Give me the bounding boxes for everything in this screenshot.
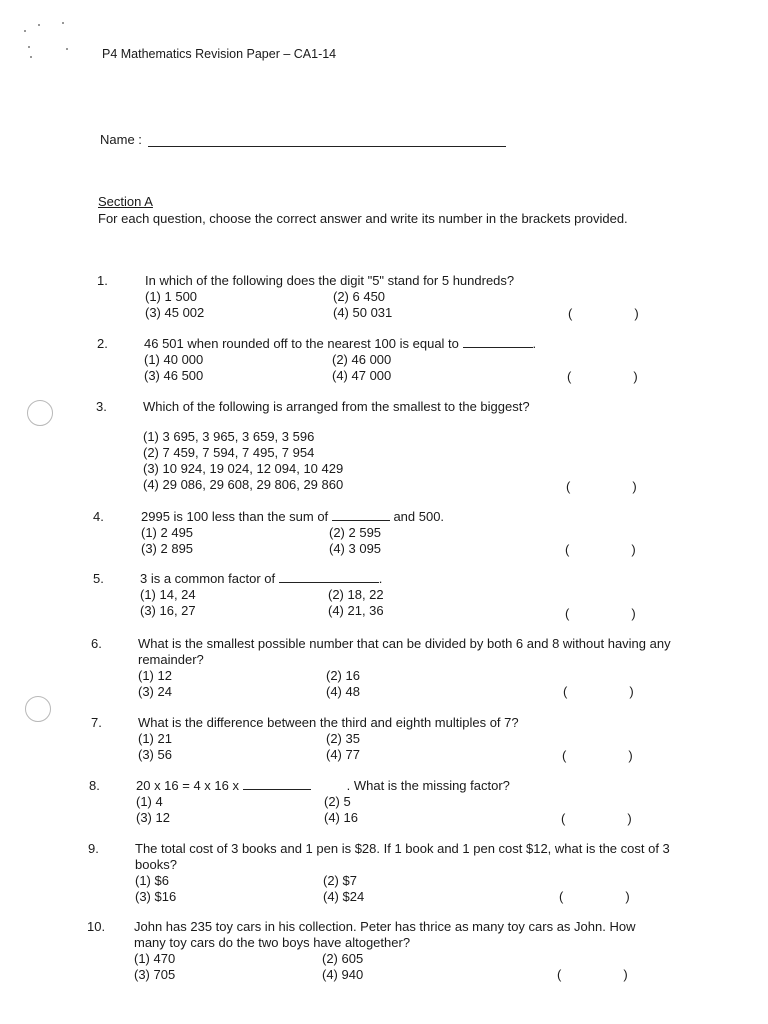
option-1: (1) 1 500 bbox=[145, 289, 198, 304]
answer-options bbox=[144, 352, 536, 384]
option-4: (4) 3 095 bbox=[329, 541, 382, 556]
scan-speck bbox=[28, 46, 30, 48]
punch-hole bbox=[25, 696, 51, 722]
question-stem: In which of the following does the digit "5" stand for 5 hundreds? bbox=[145, 273, 515, 288]
answer-bracket[interactable]: ( ) bbox=[562, 748, 633, 763]
answer-bracket[interactable]: ( ) bbox=[566, 479, 637, 494]
option-1: (1) 4 bbox=[136, 794, 163, 809]
scan-speck bbox=[24, 30, 26, 32]
option-2: (2) 5 bbox=[324, 794, 351, 809]
option-3: (3) 24 bbox=[138, 684, 172, 699]
section-instruction: For each question, choose the correct answer and write its number in the brackets provided. bbox=[98, 211, 628, 226]
question-number: 1. bbox=[97, 273, 108, 288]
option-2: (2) 6 450 bbox=[333, 289, 386, 304]
paper-title: P4 Mathematics Revision Paper – CA1-14 bbox=[102, 47, 337, 61]
option-1: (1) 470 bbox=[134, 951, 176, 966]
option-3: (3) 2 895 bbox=[141, 541, 194, 556]
option-3: (3) 56 bbox=[138, 747, 172, 762]
question-stem: 20 x 16 = 4 x 16 x . What is the missing factor? bbox=[136, 778, 510, 793]
option-2: (2) 2 595 bbox=[329, 525, 382, 540]
name-field-row bbox=[100, 132, 506, 147]
question-stem: John has 235 toy cars in his collection. Peter has thrice as many toy cars as John. How many toy cars do the two boys have altogether? bbox=[134, 919, 636, 950]
option-4: (4) 16 bbox=[324, 810, 358, 825]
answer-blank bbox=[332, 509, 390, 521]
answer-options bbox=[143, 429, 530, 493]
option-1: (1) 14, 24 bbox=[140, 587, 196, 602]
option-3: (3) 45 002 bbox=[145, 305, 205, 320]
answer-bracket[interactable]: ( ) bbox=[565, 606, 636, 621]
option-3: (3) 705 bbox=[134, 967, 176, 982]
option-2: (2) 16 bbox=[326, 668, 360, 683]
answer-options bbox=[145, 289, 533, 321]
option-1: (1) $6 bbox=[135, 873, 169, 888]
answer-bracket[interactable]: ( ) bbox=[561, 811, 632, 826]
question-number: 2. bbox=[97, 336, 108, 351]
punch-hole bbox=[27, 400, 53, 426]
question-number: 8. bbox=[89, 778, 100, 793]
option-4: (4) 29 086, 29 608, 29 806, 29 860 bbox=[143, 477, 344, 492]
scan-speck bbox=[62, 22, 64, 24]
option-3: (3) 46 500 bbox=[144, 368, 204, 383]
option-2: (2) 605 bbox=[322, 951, 364, 966]
scan-speck bbox=[30, 56, 32, 58]
question-stem: 46 501 when rounded off to the nearest 100 is equal to . bbox=[144, 336, 537, 351]
answer-bracket[interactable]: ( ) bbox=[567, 369, 638, 384]
question-number: 7. bbox=[91, 715, 102, 730]
option-1: (1) 3 695, 3 965, 3 659, 3 596 bbox=[143, 429, 315, 444]
option-2: (2) 18, 22 bbox=[328, 587, 384, 602]
answer-options bbox=[140, 587, 528, 619]
section-title: Section A bbox=[98, 194, 153, 209]
answer-options bbox=[136, 794, 524, 826]
option-4: (4) 47 000 bbox=[332, 368, 392, 383]
option-2: (2) 7 459, 7 594, 7 495, 7 954 bbox=[143, 445, 315, 460]
answer-blank bbox=[279, 571, 379, 583]
answer-bracket[interactable]: ( ) bbox=[565, 542, 636, 557]
question-stem: 2995 is 100 less than the sum of and 500. bbox=[141, 509, 445, 524]
question-stem: 3 is a common factor of . bbox=[140, 571, 383, 586]
answer-blank bbox=[463, 336, 533, 348]
scan-speck bbox=[66, 48, 68, 50]
question-number: 3. bbox=[96, 399, 107, 414]
option-1: (1) 12 bbox=[138, 668, 172, 683]
question-number: 4. bbox=[93, 509, 104, 524]
question-number: 10. bbox=[87, 919, 106, 934]
name-answer-line[interactable] bbox=[148, 134, 506, 147]
option-4: (4) 77 bbox=[326, 747, 360, 762]
question-stem: What is the difference between the third and eighth multiples of 7? bbox=[138, 715, 519, 730]
scan-speck bbox=[38, 24, 40, 26]
option-3: (3) 16, 27 bbox=[140, 603, 196, 618]
answer-bracket[interactable]: ( ) bbox=[568, 306, 639, 321]
option-4: (4) $24 bbox=[323, 889, 365, 904]
option-3: (3) $16 bbox=[135, 889, 177, 904]
option-4: (4) 940 bbox=[322, 967, 364, 982]
question-stem: Which of the following is arranged from the smallest to the biggest? bbox=[143, 399, 530, 414]
question-number: 6. bbox=[91, 636, 102, 651]
option-2: (2) 35 bbox=[326, 731, 360, 746]
question-number: 5. bbox=[93, 571, 104, 586]
option-1: (1) 2 495 bbox=[141, 525, 194, 540]
option-4: (4) 50 031 bbox=[333, 305, 393, 320]
option-1: (1) 40 000 bbox=[144, 352, 204, 367]
option-4: (4) 21, 36 bbox=[328, 603, 384, 618]
answer-bracket[interactable]: ( ) bbox=[559, 889, 630, 904]
question-number: 9. bbox=[88, 841, 99, 856]
answer-bracket[interactable]: ( ) bbox=[557, 967, 628, 982]
option-2: (2) $7 bbox=[323, 873, 357, 888]
answer-bracket[interactable]: ( ) bbox=[563, 684, 634, 699]
question-stem: What is the smallest possible number that can be divided by both 6 and 8 without having any remainder? bbox=[138, 636, 671, 667]
option-2: (2) 46 000 bbox=[332, 352, 392, 367]
answer-options bbox=[138, 731, 526, 763]
answer-options bbox=[141, 525, 529, 557]
answer-blank bbox=[243, 778, 311, 790]
option-3: (3) 10 924, 19 024, 12 094, 10 429 bbox=[143, 461, 344, 476]
option-4: (4) 48 bbox=[326, 684, 360, 699]
option-1: (1) 21 bbox=[138, 731, 172, 746]
option-3: (3) 12 bbox=[136, 810, 170, 825]
name-label: Name : bbox=[100, 132, 142, 147]
question-stem: The total cost of 3 books and 1 pen is $28. If 1 book and 1 pen cost $12, what is the cost of 3 books? bbox=[135, 841, 670, 872]
